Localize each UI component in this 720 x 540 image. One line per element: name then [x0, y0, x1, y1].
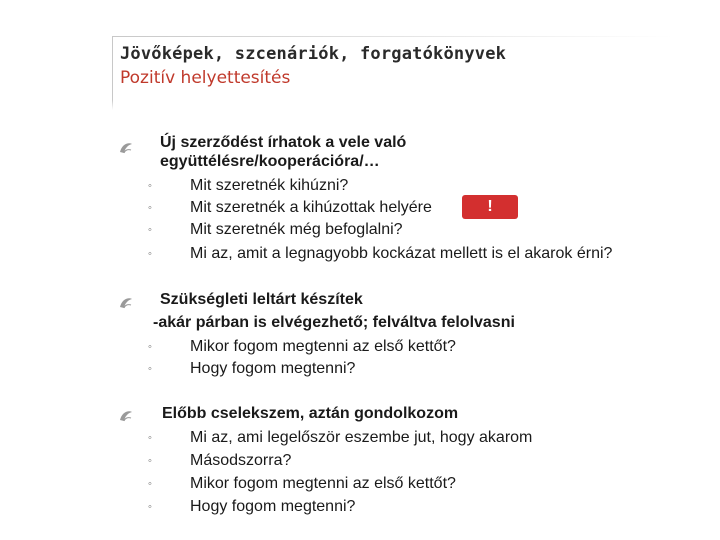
fleuron-icon	[118, 408, 134, 424]
list-item-text: Mi az, amit a legnagyobb kockázat mellett is el akarok érni?	[190, 245, 613, 262]
section-1-heading-line-1: Új szerződést írhatok a vele való	[160, 134, 407, 151]
list-item-text: Hogy fogom megtenni?	[190, 498, 356, 515]
sub-bullet-marker: ◦	[148, 455, 152, 467]
list-item-text: Másodszorra?	[190, 452, 292, 469]
sub-bullet-marker: ◦	[148, 432, 152, 444]
section-2-heading-line-1: Szükségleti leltárt készítek	[160, 291, 363, 308]
sub-bullet-marker: ◦	[148, 248, 152, 260]
sub-bullet-marker: ◦	[148, 202, 152, 214]
sub-bullet-marker: ◦	[148, 478, 152, 490]
section-1-heading-line-2: együttélésre/kooperációra/…	[160, 153, 380, 170]
list-item-text: Mit szeretnék a kihúzottak helyére	[190, 199, 432, 216]
fleuron-icon	[118, 140, 134, 156]
section-3-heading-line-1: Előbb cselekszem, aztán gondolkozom	[162, 405, 459, 422]
list-item-text: Mit szeretnék kihúzni?	[190, 177, 349, 194]
sub-bullet-marker: ◦	[148, 224, 152, 236]
list-item-text: Hogy fogom megtenni?	[190, 360, 356, 377]
slide-subtitle: Pozitív helyettesítés	[120, 68, 291, 88]
list-item-text: Mikor fogom megtenni az első kettőt?	[190, 475, 456, 492]
list-item-text: Mit szeretnék még befoglalni?	[190, 221, 403, 238]
slide-title: Jövőképek, szcenáriók, forgatókönyvek	[120, 44, 507, 64]
list-item-text: Mi az, ami legelőször eszembe jut, hogy akarom	[190, 429, 533, 446]
sub-bullet-marker: ◦	[148, 363, 152, 375]
alert-badge: !	[462, 195, 518, 219]
section-2-heading-line-2: -akár párban is elvégezhető; felváltva felolvasni	[153, 314, 515, 331]
fleuron-icon	[118, 295, 134, 311]
sub-bullet-marker: ◦	[148, 341, 152, 353]
sub-bullet-marker: ◦	[148, 501, 152, 513]
sub-bullet-marker: ◦	[148, 180, 152, 192]
list-item-text: Mikor fogom megtenni az első kettőt?	[190, 338, 456, 355]
